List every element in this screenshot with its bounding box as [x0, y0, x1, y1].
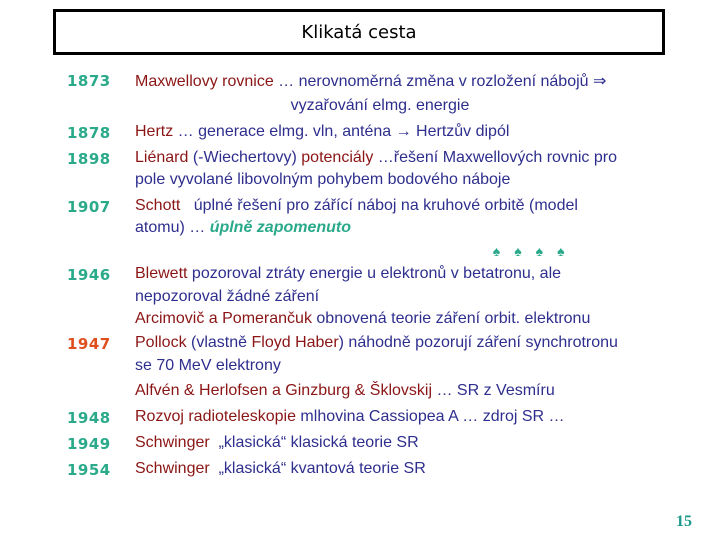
- timeline-line: [135, 219, 351, 237]
- body-text: …řešení Maxwellových rovnic pro: [373, 149, 617, 166]
- year-label: 1946: [67, 266, 111, 284]
- year-label: 1948: [67, 409, 111, 427]
- body-text: obnovená teorie záření orbit. elektronu: [311, 310, 591, 327]
- spade-separator-icon: ♠♠♠♠: [135, 243, 579, 259]
- body-text: vyzařování elmg. energie: [135, 97, 470, 114]
- slide-title: Klikatá cesta: [301, 21, 417, 43]
- timeline-line: [135, 357, 281, 375]
- person-name: Maxwellovy rovnice: [135, 73, 274, 90]
- body-text: (-Wiechertovy): [188, 149, 302, 166]
- year-label: 1873: [67, 72, 111, 90]
- person-name: Hertz: [135, 123, 174, 140]
- timeline-line: [135, 310, 590, 328]
- body-text: … SR z Vesmíru: [432, 382, 555, 399]
- timeline-line: [135, 408, 565, 426]
- person-name: potenciály: [301, 149, 374, 166]
- body-text: nepozoroval žádné záření: [135, 288, 320, 305]
- timeline-line: [135, 197, 578, 215]
- year-label: 1949: [67, 435, 111, 453]
- title-box: [53, 9, 665, 55]
- year-label: 1898: [67, 150, 111, 168]
- body-text: atomu) …: [135, 219, 210, 236]
- body-text: úplné řešení pro zářící náboj na kruhové orbitě (model: [180, 197, 578, 214]
- body-text: … generace elmg. vln, anténa → Hertzův dipól: [173, 123, 510, 140]
- timeline-line: [135, 434, 419, 452]
- timeline-line: [135, 288, 319, 306]
- year-label: 1907: [67, 198, 111, 216]
- timeline-line: [135, 334, 618, 352]
- timeline-line: [135, 97, 469, 115]
- timeline-line: [135, 123, 509, 141]
- timeline-line: [135, 265, 561, 283]
- highlight-text: úplně zapomenuto: [209, 219, 352, 236]
- person-name: Rozvoj radioteleskopie: [135, 408, 296, 425]
- timeline-line: [135, 171, 510, 189]
- body-text: … nerovnoměrná změna v rozložení nábojů ⇒: [273, 73, 607, 90]
- body-text: pozoroval ztráty energie u elektronů v betatronu, ale: [187, 265, 562, 282]
- timeline-line: [135, 243, 579, 261]
- body-text: mlhovina Cassiopea A … zdroj SR …: [295, 408, 565, 425]
- body-text: pole vyvolané libovolným pohybem bodového náboje: [135, 171, 511, 188]
- year-label: 1954: [67, 461, 111, 479]
- person-name: Alfvén & Herlofsen a Ginzburg & Šklovskij: [135, 382, 433, 399]
- year-label: 1878: [67, 124, 111, 142]
- page-number: 15: [676, 513, 692, 530]
- body-text: se 70 MeV elektrony: [135, 357, 281, 374]
- person-name: Pollock: [135, 334, 187, 351]
- year-label: 1947: [67, 335, 111, 353]
- person-name: Liénard: [135, 149, 189, 166]
- person-name: Floyd Haber: [251, 334, 339, 351]
- person-name: Arcimovič a Pomerančuk: [135, 310, 312, 327]
- person-name: Blewett: [135, 265, 188, 282]
- body-text: „klasická“ kvantová teorie SR: [209, 460, 426, 477]
- timeline-line: [135, 149, 617, 167]
- person-name: Schott: [135, 197, 181, 214]
- person-name: Schwinger: [135, 434, 210, 451]
- body-text: „klasická“ klasická teorie SR: [209, 434, 419, 451]
- body-text: (vlastně: [186, 334, 252, 351]
- timeline-line: [135, 382, 555, 400]
- person-name: Schwinger: [135, 460, 210, 477]
- timeline-line: [135, 71, 606, 91]
- body-text: ) náhodně pozorují záření synchrotronu: [338, 334, 618, 351]
- timeline-line: [135, 460, 426, 478]
